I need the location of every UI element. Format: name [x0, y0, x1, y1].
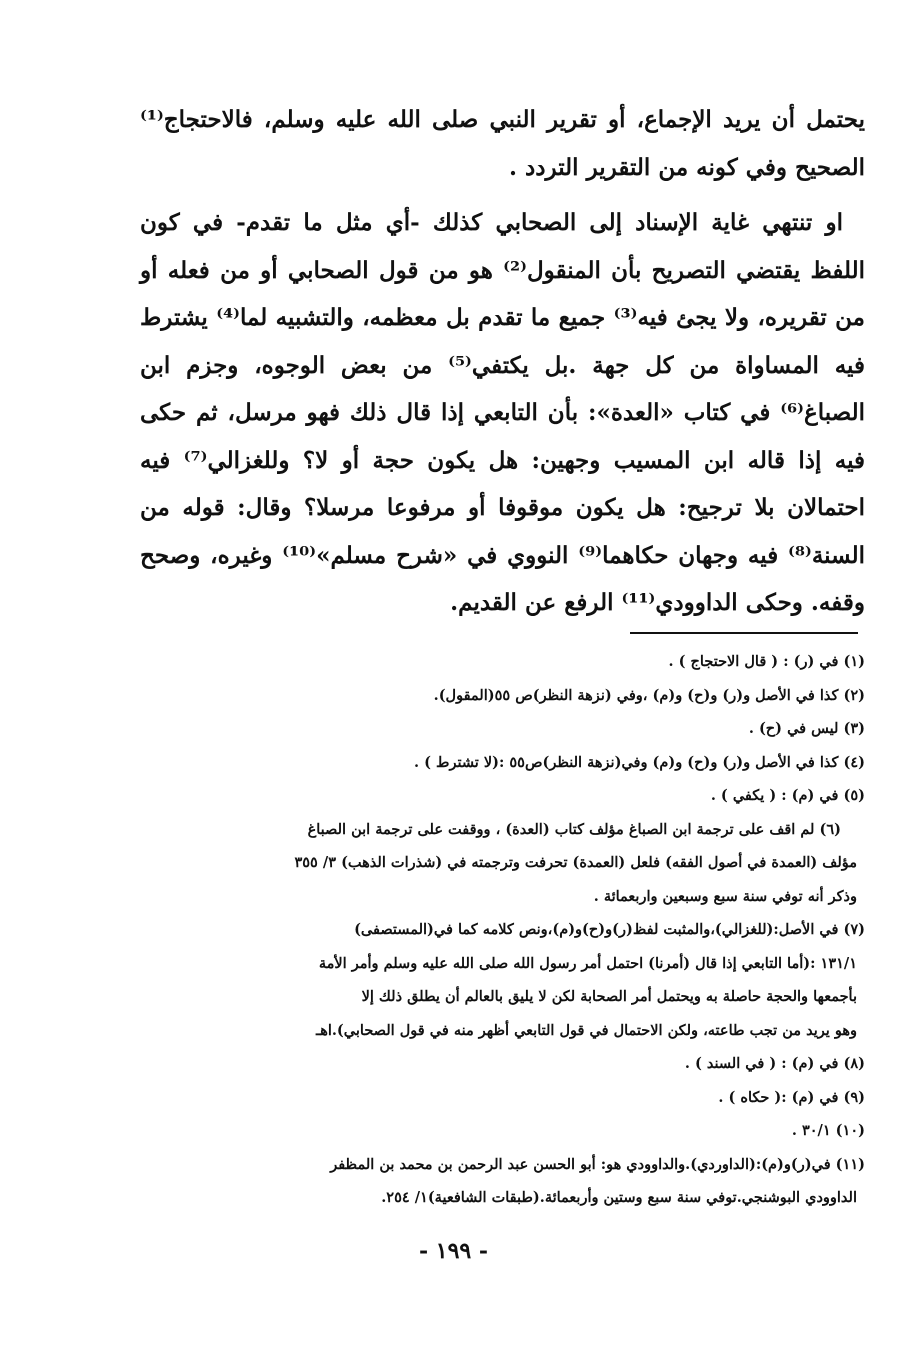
- footnote: (٢) كذا في الأصل و(ر) و(ح) و(م) ،وفي (نزهة النظر)ص ٥٥(المقول).: [433, 686, 865, 704]
- main-text: [140, 96, 865, 627]
- footnotes: [140, 645, 865, 1215]
- paragraph: او تنتهي غاية الإسناد إلى الصحابي كذلك -أي مثل ما تقدم- في كون اللفظ يقتضي التصريح بأن المنقول⁽²⁾ هو من قول الصحابي أو من فعله أو من تقريره، ولا يجئ فيه⁽³⁾ جميع ما تقدم بل معظمه، والتشبيه لما⁽⁴⁾ يشترط فيه المساواة من كل جهة .بل يكتفي⁽⁵⁾ من بعض الوجوه، وجزم ابن الصباغ⁽⁶⁾ في كتاب «العدة»: بأن التابعي إذا قال ذلك فهو مرسل، ثم حكى فيه إذا قاله ابن المسيب وجهين: هل يكون حجة أو لا؟ وللغزالي⁽⁷⁾ فيه احتمالان بلا ترجيح: هل يكون موقوفا أو مرفوعا مرسلا؟ وقال: قوله من السنة⁽⁸⁾ فيه وجهان حكاهما⁽⁹⁾ النووي في «شرح مسلم»⁽¹⁰⁾ وغيره، وصحح وقفه. وحكى الداوودي⁽¹¹⁾ الرفع عن القديم.: [140, 209, 866, 616]
- footnote: (٧) في الأصل:(للغزالي)،والمثبت لفظ(ر)و(ح)و(م)،ونص كلامه كما في(المستصفى): [354, 921, 865, 938]
- footnote: (٣) ليس في (ح) .: [748, 720, 865, 737]
- footnote: (٨) في (م) : ( في السند ) .: [684, 1055, 865, 1072]
- footnote-divider: [630, 632, 858, 634]
- footnote-continuation: الداوودي البوشنجي.توفي سنة سبع وستين وأربعمائة.(طبقات الشافعية)١/ ٢٥٤.: [381, 1189, 857, 1206]
- footnote: (١٠) ٣٠/١ .: [791, 1122, 865, 1139]
- footnote-continuation: وذكر أنه توفي سنة سبع وسبعين واربعمائة .: [593, 887, 857, 905]
- paragraph: يحتمل أن يريد الإجماع، أو تقرير النبي صلى الله عليه وسلم، فالاحتجاج⁽¹⁾ الصحيح وفي كونه من التقرير التردد .: [140, 106, 865, 181]
- footnote: (٩) في (م) :( حكاه ) .: [718, 1088, 865, 1106]
- footnote: (٤) كذا في الأصل و(ر) و(ح) و(م) وفي(نزهة النظر)ص٥٥ :(لا تشترط ) .: [414, 753, 865, 771]
- footnote: (٥) في (م) : ( يكفي ) .: [710, 787, 865, 804]
- footnote-continuation: بأجمعها والحجة حاصلة به ويحتمل أمر الصحابة لكن لا يليق بالعالم أن يطلق ذلك إلا: [361, 988, 857, 1005]
- footnote: (٦) لم اقف على ترجمة ابن الصباغ مؤلف كتاب (العدة) ، ووقفت على ترجمة ابن الصباغ: [307, 820, 841, 838]
- footnote-continuation: وهو يريد من تجب طاعته، ولكن الاحتمال في قول التابعي أظهر منه في قول الصحابي).اهـ: [315, 1021, 857, 1039]
- footnote-continuation: ١٣١/١ :(أما التابعي إذا قال (أمرنا) احتمل أمر رسول الله صلى الله عليه وسلم وأمر الأمة: [318, 954, 857, 972]
- page-number: - ١٩٩ -: [418, 1238, 489, 1264]
- footnote: (١) في (ر) : ( قال الاحتجاج ) .: [668, 653, 865, 670]
- footnote-continuation: مؤلف (العمدة في أصول الفقه) فلعل (العمدة) تحرفت وترجمته في (شذرات الذهب) ٣/ ٣٥٥: [294, 854, 857, 871]
- footnote: (١١) في(ر)و(م):(الداوردي).والداوودي هو: أبو الحسن عبد الرحمن بن محمد بن المظفر: [330, 1155, 865, 1173]
